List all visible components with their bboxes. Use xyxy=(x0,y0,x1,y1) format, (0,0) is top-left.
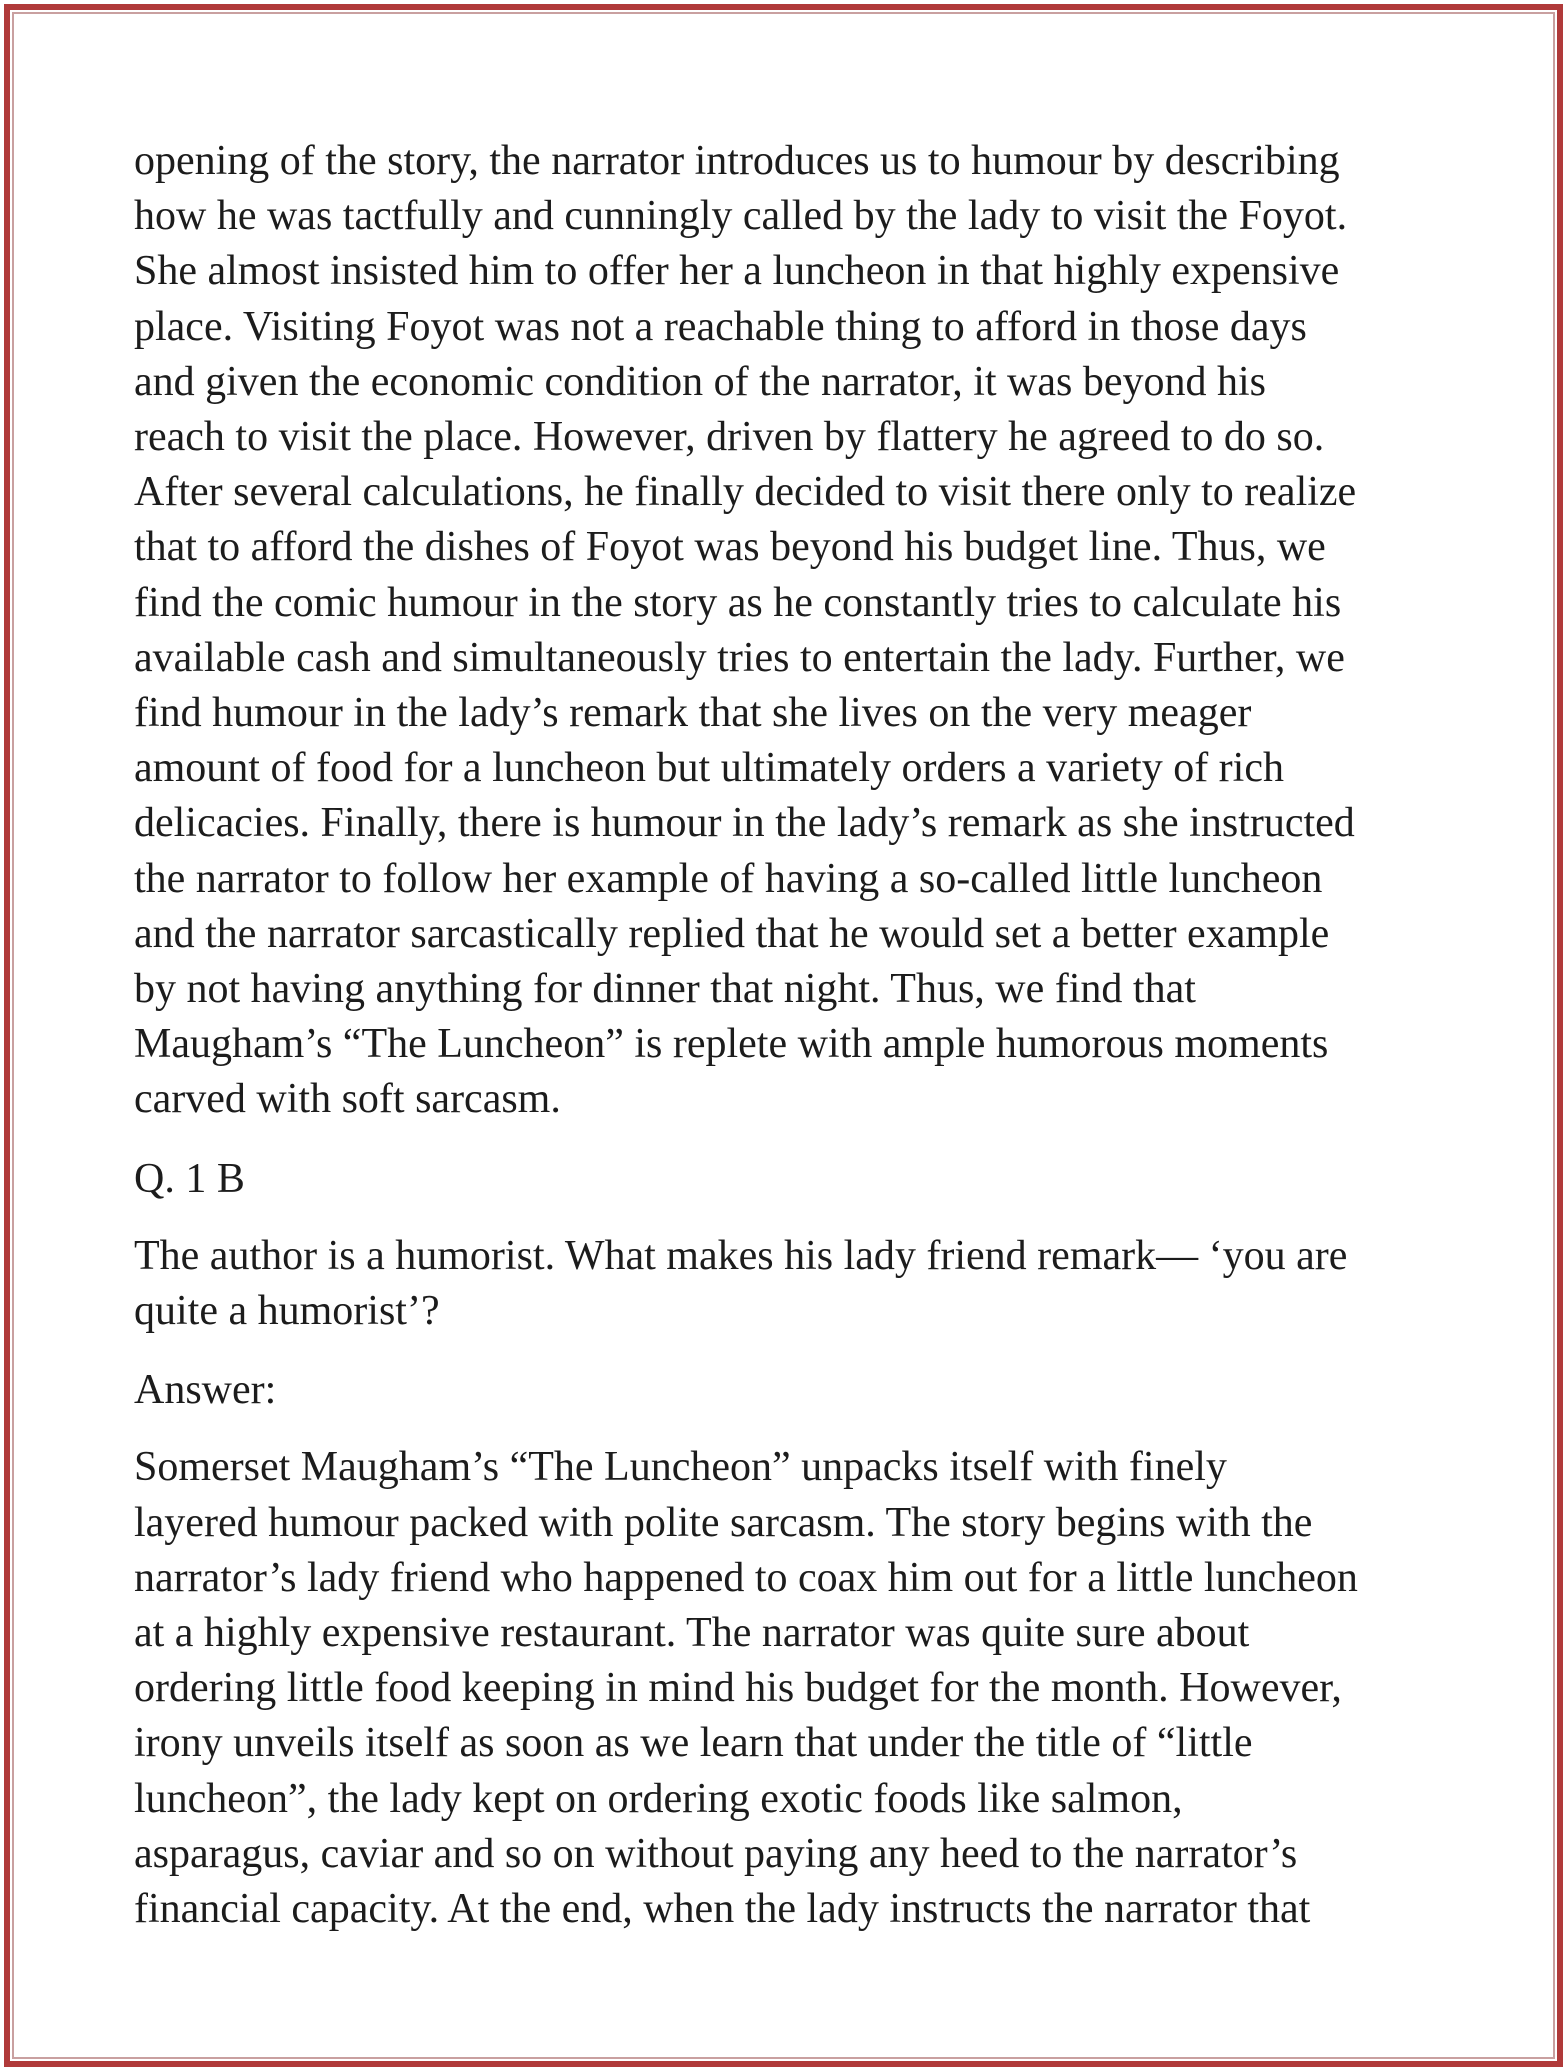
text-line: that to afford the dishes of Foyot was beyond his budget line. Thus, we xyxy=(134,524,1326,571)
answer-paragraph xyxy=(134,1440,1454,1937)
document-body xyxy=(134,134,1454,1961)
text-line: quite a humorist’? xyxy=(134,1288,440,1335)
text-line: the narrator to follow her example of having a so-called little luncheon xyxy=(134,855,1323,902)
text-line: reach to visit the place. However, driven by flattery he agreed to do so. xyxy=(134,414,1325,461)
text-line: and the narrator sarcastically replied that he would set a better example xyxy=(134,910,1330,957)
text-line: After several calculations, he finally decided to visit there only to realize xyxy=(134,469,1357,516)
text-line: find humour in the lady’s remark that she lives on the very meager xyxy=(134,690,1252,737)
text-line: narrator’s lady friend who happened to coax him out for a little luncheon xyxy=(134,1554,1358,1601)
text-line: delicacies. Finally, there is humour in the lady’s remark as she instructed xyxy=(134,800,1355,847)
text-line: asparagus, caviar and so on without paying any heed to the narrator’s xyxy=(134,1830,1298,1877)
text-line: The author is a humorist. What makes his lady friend remark— ‘you are xyxy=(134,1232,1348,1279)
text-line: luncheon”, the lady kept on ordering exotic foods like salmon, xyxy=(134,1775,1183,1822)
text-line: amount of food for a luncheon but ultimately orders a variety of rich xyxy=(134,745,1284,792)
text-line: opening of the story, the narrator introduces us to humour by describing xyxy=(134,138,1340,184)
text-line: how he was tactfully and cunningly called by the lady to visit the Foyot. xyxy=(134,193,1348,240)
text-line: and given the economic condition of the narrator, it was beyond his xyxy=(134,358,1267,405)
text-line: place. Visiting Foyot was not a reachable thing to afford in those days xyxy=(134,303,1307,350)
answer-paragraph-continued xyxy=(134,134,1454,1128)
text-line: financial capacity. At the end, when the lady instructs the narrator that xyxy=(134,1886,1311,1933)
text-line: irony unveils itself as soon as we learn that under the title of “little xyxy=(134,1720,1253,1767)
text-line: Maugham’s “The Luncheon” is replete with ample humorous moments xyxy=(134,1021,1329,1068)
answer-label-text: Answer: xyxy=(134,1367,277,1414)
text-line: ordering little food keeping in mind his budget for the month. However, xyxy=(134,1665,1342,1712)
answer-label xyxy=(134,1363,1454,1418)
question-number xyxy=(134,1152,1454,1207)
text-line: by not having anything for dinner that night. Thus, we find that xyxy=(134,966,1196,1013)
text-line: at a highly expensive restaurant. The narrator was quite sure about xyxy=(134,1610,1250,1657)
text-line: available cash and simultaneously tries to entertain the lady. Further, we xyxy=(134,634,1345,681)
text-line: She almost insisted him to offer her a luncheon in that highly expensive xyxy=(134,248,1340,295)
question-text xyxy=(134,1229,1454,1339)
text-line: carved with soft sarcasm. xyxy=(134,1076,561,1123)
text-line: find the comic humour in the story as he constantly tries to calculate his xyxy=(134,579,1342,626)
question-number-text: Q. 1 B xyxy=(134,1155,245,1202)
text-line: Somerset Maugham’s “The Luncheon” unpacks itself with finely xyxy=(134,1444,1227,1491)
text-line: layered humour packed with polite sarcasm. The story begins with the xyxy=(134,1499,1313,1546)
